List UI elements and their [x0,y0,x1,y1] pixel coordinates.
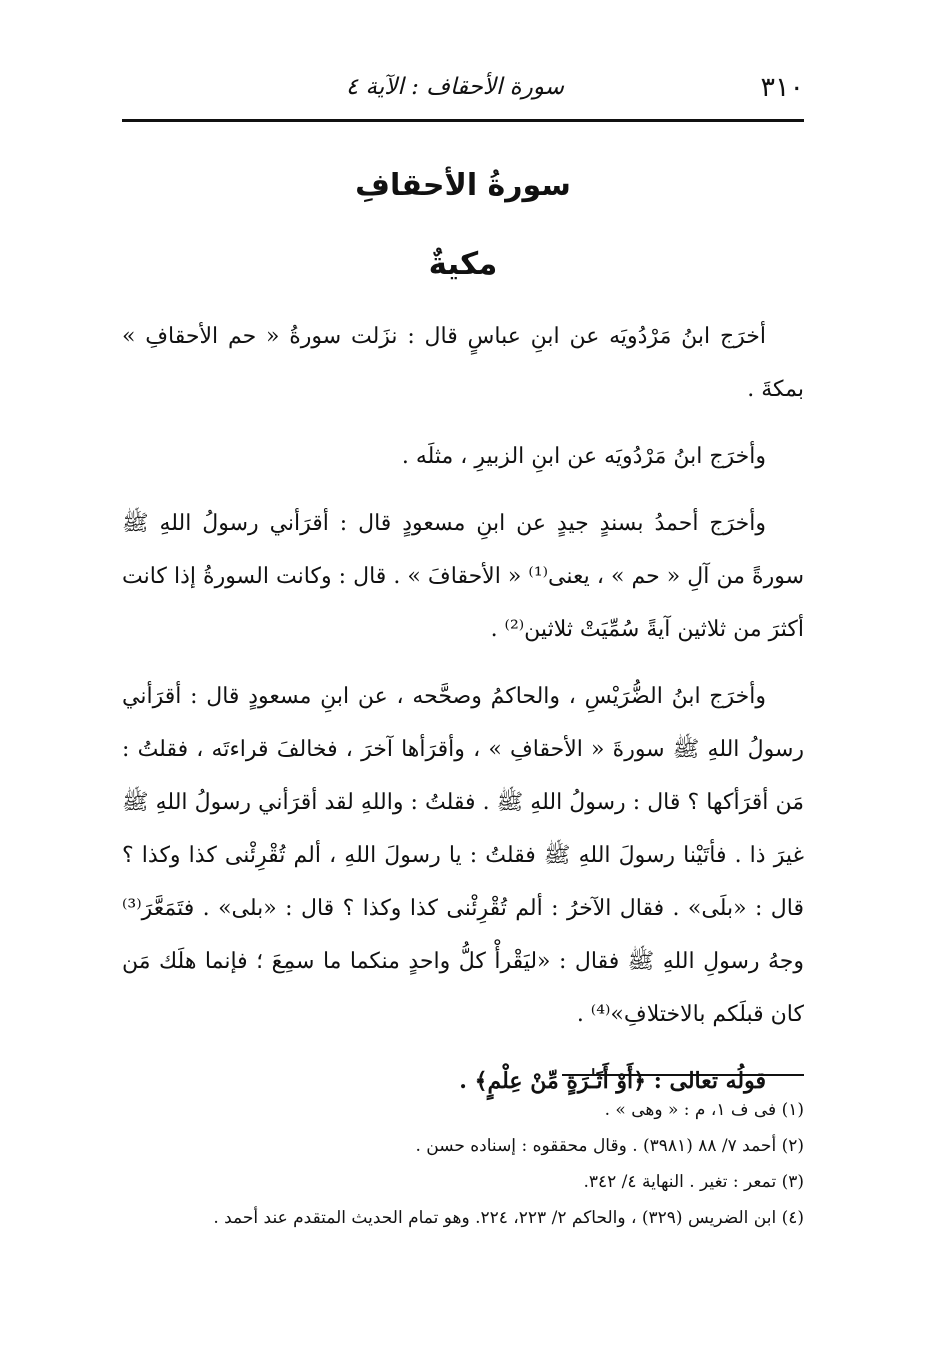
surah-title: سورةُ الأحقافِ [355,168,571,203]
paragraph: وأخرَج ابنُ مَرْدُويَه عن ابنِ الزبيرِ ، مثلَه . [401,444,766,469]
footnotes [122,1092,804,1236]
footnote: (٢) أحمد ٧/ ٨٨ (٣٩٨١) . وقال محققوه : إسناده حسن . [415,1136,804,1156]
paragraph: وأخرَج أحمدُ بسندٍ جيدٍ عن ابنِ مسعودٍ قال : أقرَأني رسولُ اللهِ ﷺ سورةً من آلِ « حم » ، يعنى⁽¹⁾ « الأحقافَ » . قال : وكانت السورةُ إذا كانت أكثرَ من ثلاثين آيةً سُمِّيَتْ ثلاثين⁽²⁾ . [122,511,804,642]
running-header-title: سورة الأحقاف : الآية ٤ [345,74,564,100]
page-number: ٣١٠ [760,72,804,103]
paragraph: أخرَج ابنُ مَرْدُويَه عن ابنِ عباسٍ قال : نزَلت سورةُ « حم الأحقافِ » بمكةَ . [122,324,804,402]
footnote: (٣) تمعر : تغير . النهاية ٤/ ٣٤٢. [583,1172,804,1192]
running-header [122,70,804,110]
footnote-divider [562,1074,804,1076]
revelation-type: مكيةٌ [428,246,498,282]
footnote: (٤) ابن الضريس (٣٢٩) ، والحاكم ٢/ ٢٢٣، ٢٢٤. وهو تمام الحديث المتقدم عند أحمد . [213,1208,804,1228]
body-text [122,310,804,1122]
footnote: (١) فى ف ١، م : « وهى » . [604,1100,804,1120]
paragraph: وأخرَج ابنُ الضُّرَيْسِ ، والحاكمُ وصحَّحه ، عن ابنِ مسعودٍ قال : أقرَأني رسولُ اللهِ ﷺ سورةَ « الأحقافِ » ، وأقرَأها آخرَ ، فخالفَ قراءتَه ، فقلتُ : مَن أقرَأكها ؟ قال : رسولُ اللهِ ﷺ . فقلتُ : واللهِ لقد أقرَأني رسولُ اللهِ ﷺ غيرَ ذا . فأتَيْنا رسولَ اللهِ ﷺ فقلتُ : يا رسولَ اللهِ ، ألم تُقْرِئْنى كذا وكذا ؟ قال : «بلَى» . فقال الآخرُ : ألم تُقْرِئْنى كذا وكذا ؟ قال : «بلى» . فتَمَعَّرَ⁽³⁾ وجهُ رسولِ اللهِ ﷺ فقال : «ليَقْرأْ كلُّ واحدٍ منكما ما سمِعَ ؛ فإنما هلَك مَن كان قبلَكم بالاختلافِ»⁽⁴⁾ . [122,684,804,1027]
verse-heading: قولُه تعالى : ﴿أَوْ أَثَـٰرَةٍ مِّنْ عِلْمٍ﴾ . [459,1068,766,1094]
header-divider [122,119,804,122]
